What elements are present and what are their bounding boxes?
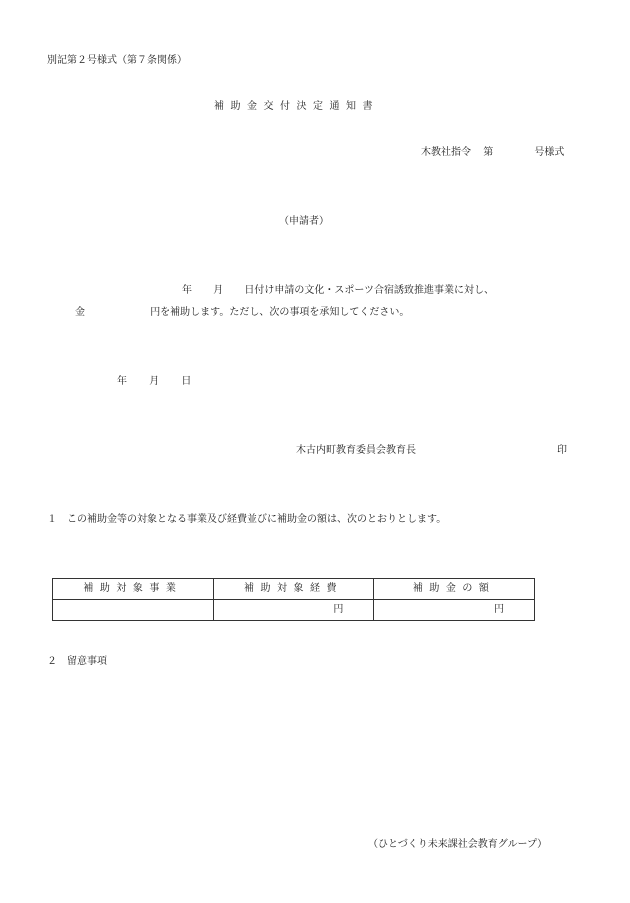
body-tsuki: 月 — [213, 285, 224, 296]
table-cell-amount: 円 — [374, 600, 535, 621]
body-nen: 年 — [182, 285, 192, 296]
document-title: 補助金交付決定通知書 — [214, 101, 379, 112]
doc-number-dai: 第 — [483, 147, 494, 158]
doc-number — [421, 147, 564, 159]
date-hi: 日 — [181, 376, 192, 387]
section-2-heading: ２ 留意事項 — [47, 656, 107, 667]
body-line2-text: 円を補助します。ただし、次の事項を承知してください。 — [150, 307, 410, 318]
doc-number-prefix: 木教社指令 — [421, 147, 471, 158]
table-cell-project — [53, 600, 214, 621]
form-label: 別記第２号様式（第７条関係） — [47, 55, 187, 66]
date-line — [117, 376, 191, 388]
table-header-cell: 補助金の額 — [374, 579, 535, 600]
table-cell-expense: 円 — [213, 600, 374, 621]
table-row — [53, 600, 535, 621]
table-header-cell: 補助対象経費 — [213, 579, 374, 600]
doc-number-suffix: 号様式 — [534, 147, 565, 158]
section-1-heading: １ この補助金等の対象となる事業及び経費並びに補助金の額は、次のとおりとします。 — [47, 514, 447, 525]
date-nen: 年 — [117, 376, 127, 387]
date-tsuki: 月 — [149, 376, 160, 387]
seal-mark: 印 — [557, 445, 567, 456]
body-line1-text: 日付け申請の文化・スポーツ合宿誘致推進事業に対し、 — [244, 285, 494, 296]
body-kin: 金 — [75, 307, 85, 318]
table-header-row — [53, 579, 535, 600]
issuer-name: 木古内町教育委員会教育長 — [296, 445, 416, 456]
table-header-cell: 補助対象事業 — [53, 579, 214, 600]
body-line-1 — [182, 285, 494, 297]
recipient-label: （申請者） — [279, 216, 329, 227]
grant-table — [52, 578, 535, 621]
footer-department: （ひとづくり未来課社会教育グループ） — [368, 839, 548, 850]
body-line-2 — [75, 307, 409, 319]
